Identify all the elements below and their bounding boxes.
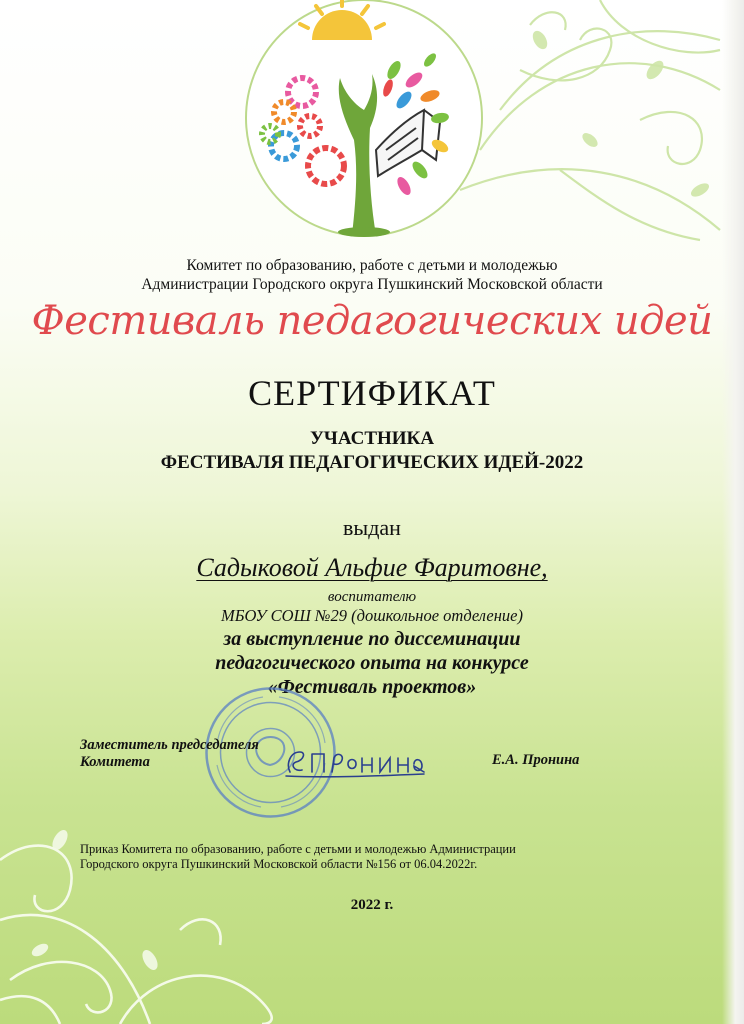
handwritten-signature xyxy=(276,742,426,782)
festival-logo xyxy=(244,0,484,245)
organization-name xyxy=(0,256,744,294)
signatory-title-line-1: Заместитель председателя xyxy=(80,737,259,753)
issued-label: выдан xyxy=(343,515,401,540)
participant-heading xyxy=(0,427,744,475)
participant-line-2: ФЕСТИВАЛЯ ПЕДАГОГИЧЕСКИХ ИДЕЙ-2022 xyxy=(160,452,584,473)
reason-line-3: «Фестиваль проектов» xyxy=(267,676,477,698)
participant-line-1: УЧАСТНИКА xyxy=(309,428,435,449)
reason-line-1: за выступление по диссеминации xyxy=(223,628,521,650)
certificate-title: СЕРТИФИКАТ xyxy=(248,373,496,413)
page-edge xyxy=(722,0,744,1024)
org-line-1: Комитет по образованию, работе с детьми и молодежью xyxy=(186,257,558,274)
issue-year: 2022 г. xyxy=(350,897,394,913)
order-line-2: Городского округа Пушкинский Московской области №156 от 06.04.2022г. xyxy=(80,857,478,871)
org-line-2: Администрации Городского округа Пушкинский Московской области xyxy=(141,276,603,293)
signatory-title xyxy=(80,737,259,771)
recipient-school: МБОУ СОШ №29 (дошкольное отделение) xyxy=(221,606,523,625)
order-line-1: Приказ Комитета по образованию, работе с детьми и молодежью Администрации xyxy=(80,842,516,856)
recipient-name-block xyxy=(0,553,744,583)
recipient-name: Садыковой Альфие Фаритовне, xyxy=(196,553,548,582)
signatory-title-line-2: Комитета xyxy=(80,754,150,770)
signatory-name: Е.А. Пронина xyxy=(492,752,580,768)
recipient-position: воспитателю xyxy=(327,589,417,605)
order-reference xyxy=(80,842,516,872)
festival-title: Фестиваль педагогических идей xyxy=(31,298,713,344)
reason-line-2: педагогического опыта на конкурсе xyxy=(215,652,529,674)
award-reason xyxy=(0,627,744,699)
